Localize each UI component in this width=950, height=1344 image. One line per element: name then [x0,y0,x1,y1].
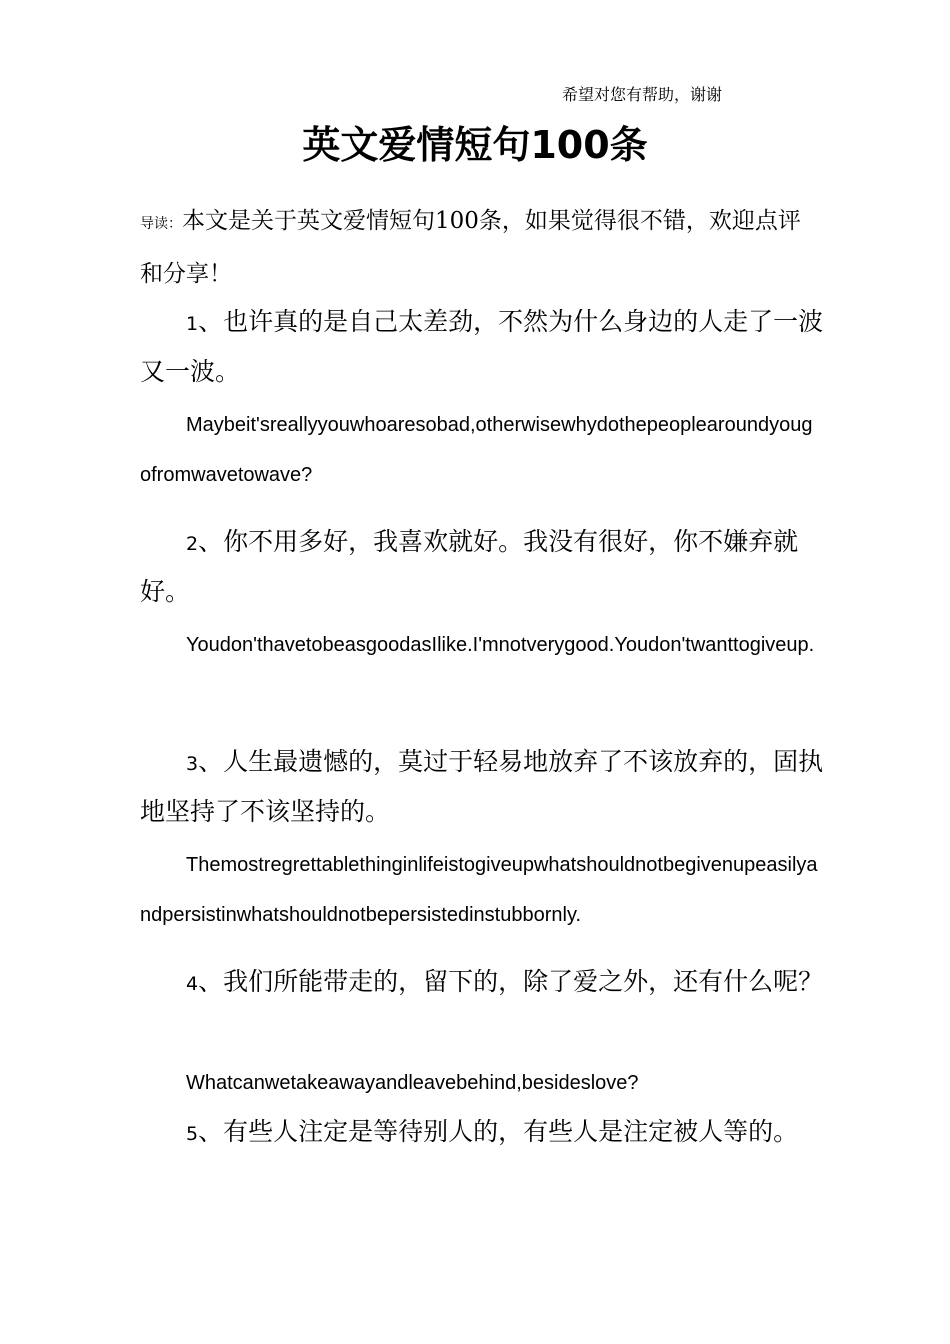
entry-2-chinese-text: 、你不用多好，我喜欢就好。我没有很好，你不嫌弃就好。 [140,527,799,606]
entry-3-chinese-text: 、人生最遗憾的，莫过于轻易地放弃了不该放弃的，固执地坚持了不该坚持的。 [140,747,824,826]
entry-3-number: 3 [186,753,199,775]
intro-paragraph [140,196,820,299]
entry-2-english: Youdon'thavetobeasgoodasIlike.I'mnotverygood.Youdon'twanttogiveup. [186,634,815,656]
entry-5-chinese [140,1108,830,1158]
entry-4-number: 4 [186,973,199,995]
entry-1-chinese-text: 、也许真的是自己太差劲，不然为什么身边的人走了一波又一波。 [140,307,824,386]
entry-4-english: Whatcanwetakeawayandleavebehind,besideslove? [186,1072,639,1094]
entry-4-chinese-text: 、我们所能带走的，留下的，除了爱之外，还有什么呢？ [198,967,824,996]
intro-label: 导读： [140,216,182,232]
entry-2-number: 2 [186,533,199,555]
intro-text: 本文是关于英文爱情短句100条，如果觉得很不错，欢迎点评和分享！ [140,208,801,287]
entry-1-english: Maybeit'sreallyyouwhoaresobad,otherwisewhydothepeoplearoundyougofromwavetowave? [140,414,813,486]
entry-3-english: Themostregrettablethinginlifeistogiveupwhatshouldnotbegivenupeasilyandpersistinwhatshouldnotbepersistedinstubbornly. [140,854,818,926]
header-note: 希望对您有帮助，谢谢 [562,85,723,104]
entry-5-number: 5 [186,1123,199,1145]
document-title: 英文爱情短句100条 [302,123,648,167]
entry-4-chinese [140,958,830,1008]
entry-1-chinese [140,298,830,396]
entry-3-chinese [140,738,830,836]
entry-1-number: 1 [186,313,199,335]
entry-5-chinese-text: 、有些人注定是等待别人的，有些人是注定被人等的。 [198,1117,799,1146]
entry-2-chinese [140,518,830,616]
